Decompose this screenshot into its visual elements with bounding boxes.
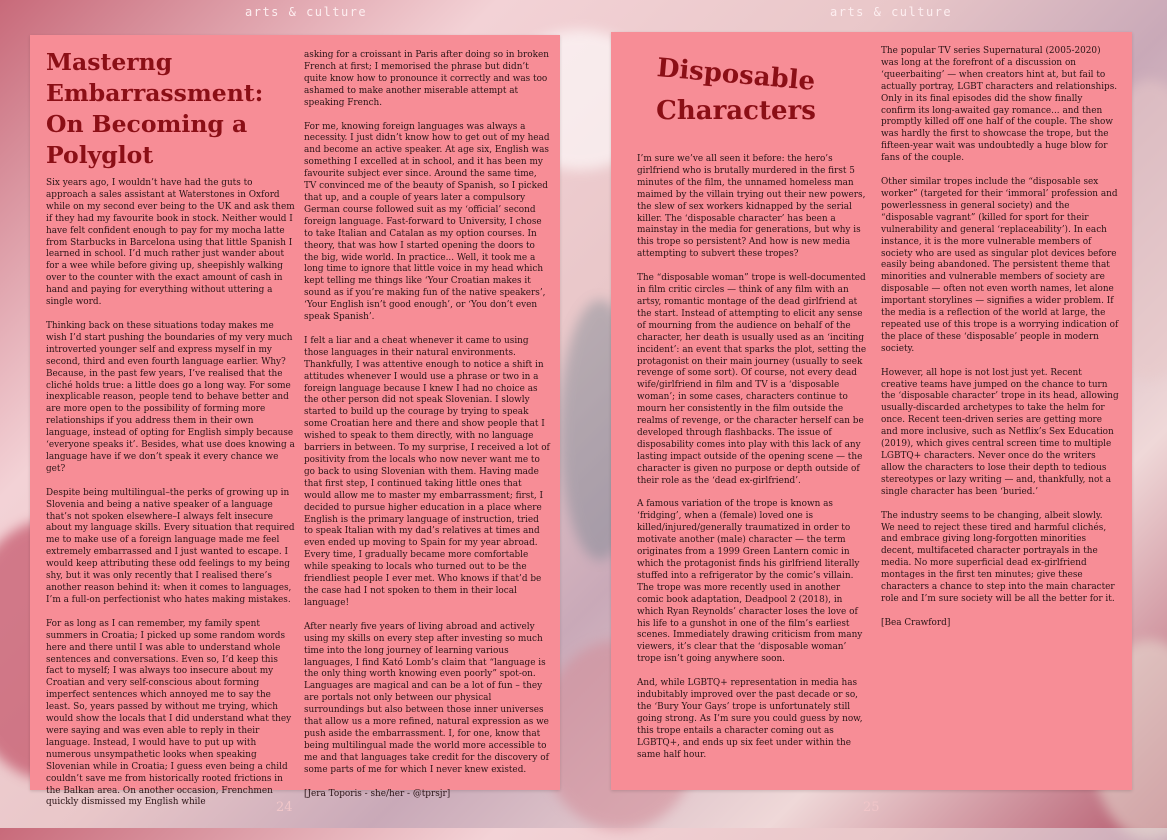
- right-column-1: [637, 154, 869, 774]
- paragraph: Thinking back on these situations today makes me wish I’d start pushing the boundaries of my very much introverted younger self and express myself in my second, third and even fourth language earlier. Why? Because, in the past few years, I’ve realised that the cliché holds true: a little does go a long way. For some inexplicable reason, people tend to behave better and are more open to the possibility of forming more relationships if you address them in their own language, instead of opting for English simply because ‘everyone speaks it’. Besides, what use does knowing a language have if we don’t speak it every chance we get?: [46, 320, 295, 474]
- left-column-2: [304, 50, 550, 812]
- left-column-1: [46, 178, 296, 821]
- right-column-2: [881, 46, 1119, 642]
- paragraph: For me, knowing foreign languages was always a necessity. I just didn’t know how to get out of my head and become an active speaker. At age six, English was something I excelled at in school, and it has been my favourite subject ever since. Around the same time, TV convinced me of the beauty of Spanish, so I picked that up, and a couple of years later a compulsory German course followed suit as my ‘official’ second foreign language. Fast-forward to University, I chose to take Italian and Catalan as my option courses. In theory, that was how I started opening the doors to the big, wide world. In practice... Well, it took me a long time to ignore that little voice in my head which kept telling me things like ‘Your Croatian makes it sound as if you’re making fun of the native speakers’, ‘Your English isn’t good enough’, or ‘You don’t even speak Spanish’.: [304, 121, 550, 323]
- author-credit: [Jera Toporis - she/her - @tprsjr]: [304, 788, 451, 799]
- section-label-right: arts & culture: [830, 5, 953, 19]
- paragraph: A famous variation of the trope is known as ‘fridging’, when a (female) loved one is killed/injured/generally traumatized in order to motivate another (male) character — the term originates from a 1999 Green Lantern comic in which the protagonist finds his girlfriend literally stuffed into a refrigerator by the comic’s villain. The trope was more recently used in another comic book adaptation, Deadpool 2 (2018), in which Ryan Reynolds’ character loses the love of his life to a gunshot in one of the film’s earliest scenes. Immediately drawing criticism from many viewers, it’s clear that the ‘disposable woman’ trope isn’t going anywhere soon.: [637, 499, 863, 665]
- paragraph: Other similar tropes include the “disposable sex worker” (targeted for their ‘immoral’ profession and powerlessness in general society) and the “disposable vagrant” (killed for sport for their vulnerability and general ‘replaceability’). In each instance, it is the more vulnerable members of society who are used as singular plot devices before easily being abandoned. The persistent theme that minorities and vulnerable members of society are disposable — often not even worth names, let alone important storylines — signifies a wider problem. If the media is a reflection of the world at large, the repeated use of this trope is a worrying indication of the place of these ‘disposable’ people in modern society.: [881, 177, 1119, 354]
- paragraph: Despite being multilingual–the perks of growing up in Slovenia and being a native speaker of a language that’s not spoken elsewhere–I always felt insecure about my language skills. Every situation that required me to make use of a foreign language made me feel extremely embarrassed and I just wanted to escape. I would keep attributing these odd feelings to my being shy, but it was only recently that I realised there’s another reason behind it: when it comes to languages, I’m a full-on perfectionist who hates making mistakes.: [46, 487, 295, 605]
- right-page-panel: [611, 32, 1132, 790]
- title-word: Disposable: [655, 53, 817, 97]
- paragraph: I’m sure we’ve all seen it before: the hero’s girlfriend who is brutally murdered in the first 5 minutes of the film, the unnamed homeless man maimed by the villain trying out their new powers, the slew of sex workers kidnapped by the serial killer. The ‘disposable character’ has been a mainstay in the media for generations, but why is this trope so persistent? And how is new media attempting to subvert these tropes?: [637, 154, 866, 260]
- section-label-left: arts & culture: [245, 5, 368, 19]
- paragraph: Six years ago, I wouldn’t have had the guts to approach a sales assistant at Waterstones in Oxford while on my second ever being to the UK and ask them if they had my favourite book in stock. Neither would I have felt confident enough to pay for my mocha latte from Starbucks in Barcelona using that little Spanish I learned in school. I’d much rather just wander about for a wee while before giving up, sheepishly walking over to the counter with the exact amount of cash in hand and paying for everything without uttering a single word.: [46, 178, 295, 308]
- author-credit: [Bea Crawford]: [881, 617, 951, 628]
- paragraph: However, all hope is not lost just yet. Recent creative teams have jumped on the chance to turn the ‘disposable character’ trope in its head, allowing usually-discarded archetypes to take the helm for once. Recent teen-driven series are getting more and more inclusive, such as Netflix’s Sex Education (2019), which gives central screen time to multiple LGBTQ+ characters. Never once do the writers allow the characters to lose their depth to tedious stereotypes or lazy writing — and, thankfully, not a single character has been ‘buried.’: [881, 367, 1119, 497]
- paragraph: After nearly five years of living abroad and actively using my skills on every step after investing so much time into the long journey of learning various languages, I find Kató Lomb’s claim that “language is the only thing worth knowing even poorly” spot-on. Languages are magical and can be a lot of fun – they are portals not only between our physical surroundings but also between those inner universes that allow us a more refined, natural expression as we push aside the embarrassment. I, for one, know that being multilingual made the world more accessible to me and that languages take credit for the discovery of some parts of me for which I never knew existed.: [304, 621, 549, 775]
- page-number-left: 24: [276, 800, 293, 815]
- paragraph: And, while LGBTQ+ representation in media has indubitably improved over the past decade or so, the ‘Bury Your Gays’ trope is unfortunately still going strong. As I’m sure you could guess by now, this trope entails a character coming out as LGBTQ+, and ends up six feet under within the same half hour.: [637, 678, 863, 760]
- article-title-left: Masterng Embarrassment: On Becoming a Polyglot: [46, 48, 264, 169]
- paragraph: asking for a croissant in Paris after doing so in broken French at first; I memorised the phrase but didn’t quite know how to pronounce it correctly and was too ashamed to make another miserable attempt at speaking French.: [304, 50, 549, 108]
- page-number-right: 25: [863, 800, 880, 815]
- paragraph: The industry seems to be changing, albeit slowly. We need to reject these tired and harmful clichés, and embrace giving long-forgotten minorities decent, multifaceted character portrayals in the media. No more superficial dead ex-girlfriend montages in the first ten minutes; give these characters a chance to step into the main character role and I’m sure society will be all the better for it.: [881, 510, 1115, 604]
- paragraph: For as long as I can remember, my family spent summers in Croatia; I picked up some random words here and there until I was able to understand whole sentences and conversations. Even so, I’d keep this fact to myself; I was always too insecure about my Croatian and very self-conscious about forming imperfect sentences which annoyed me to say the least. So, years passed by without me trying, which would show the locals that I did understand what they were saying and was even able to reply in their language. Instead, I would have to put up with numerous unsympathetic looks when speaking Slovenian while in Croatia; I guess even being a child couldn’t save me from historically rooted frictions in the Balkan area. On another occasion, Frenchmen quickly dismissed my English while: [46, 618, 292, 808]
- paragraph: I felt a liar and a cheat whenever it came to using those languages in their natural environments. Thankfully, I was attentive enough to notice a shift in attitudes whenever I would use a phrase or two in a foreign language because I knew I had no choice as the other person did not speak Slovenian. I slowly started to build up the courage by trying to speak some Croatian here and there and show people that I wished to speak to them directly, with no language barriers in between. To my surprise, I received a lot of positivity from the locals who now never want me to go back to using Slovenian with them. Having made that first step, I continued taking little ones that would allow me to master my embarrassment; first, I decided to pursue higher education in a place where English is the primary language of instruction, tried to speak Italian with my dad’s relatives at times and even ended up moving to Spain for my year abroad. Every time, I gradually became more comfortable while speaking to locals who turned out to be the friendliest people I ever met. Who knows if that’d be the case had I not spoken to them in their local language!: [304, 335, 550, 608]
- paragraph: The “disposable woman” trope is well-documented in film critic circles — think of any film with an artsy, romantic montage of the dead girlfriend at the start. Instead of attempting to elicit any sense of mourning from the audience on behalf of the character, her death is usually used as an ‘inciting incident’: an event that sparks the plot, setting the protagonist on their main journey (usually to seek revenge of some sort). Of course, not every dead wife/girlfriend in film and TV is a ‘disposable woman’; in some cases, characters continue to mourn her consistently in the film outside the realms of revenge, or the character herself can be developed through flashbacks. The issue of disposability comes into play with this lack of any lasting impact outside of the opening scene — the character is given no purpose or depth outside of their role as the ‘dead ex-girlfriend’.: [637, 273, 867, 486]
- article-title-right: [641, 53, 831, 129]
- paragraph: The popular TV series Supernatural (2005-2020) was long at the forefront of a discussion on ‘queerbaiting’ — when creators hint at, but fail to actually portray, LGBT characters and relationships. Only in its final episodes did the show finally confirm its long-awaited gay romance... and then promptly killed off one half of the couple. The show was hardly the first to showcase the trope, but the fifteen-year wait was undoubtedly a huge blow for fans of the couple.: [881, 46, 1118, 164]
- title-word: Characters: [656, 96, 816, 126]
